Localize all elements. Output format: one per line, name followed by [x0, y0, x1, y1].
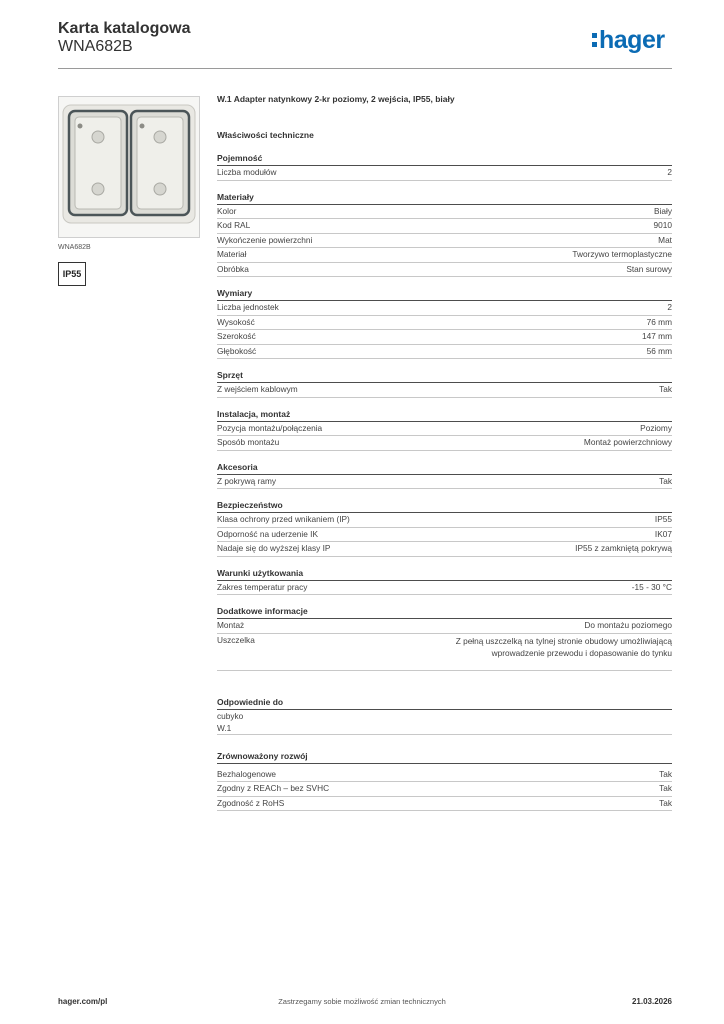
spec-row — [217, 345, 672, 360]
spec-value: -15 - 30 °C — [631, 581, 672, 592]
spec-row — [217, 581, 672, 596]
spec-label: Szerokość — [217, 331, 256, 341]
spec-value: IK07 — [654, 528, 672, 539]
spec-row — [217, 301, 672, 316]
spec-row — [217, 330, 672, 345]
spec-value: Poziomy — [640, 422, 672, 433]
spec-label: Sposób montażu — [217, 437, 280, 447]
spec-value: Tak — [659, 475, 672, 486]
spec-value: 2 — [667, 302, 672, 312]
spec-value: Biały — [654, 205, 672, 216]
spec-row — [217, 166, 672, 181]
spec-label: Liczba modułów — [217, 167, 277, 177]
spec-value: IP55 z zamkniętą pokrywą — [575, 543, 672, 553]
spec-label: Klasa ochrony przed wnikaniem (IP) — [217, 514, 350, 524]
list-item: cubyko — [217, 710, 244, 721]
spec-label: Kolor — [217, 205, 237, 216]
spec-value: Tak — [659, 768, 672, 779]
section-title: Instalacja, montaż — [217, 407, 672, 422]
spec-label: Zgodność z RoHS — [217, 797, 285, 808]
spec-value: 9010 — [653, 220, 672, 230]
spec-row — [217, 316, 672, 331]
product-code: WNA682B — [58, 38, 133, 55]
section-title: Materiały — [217, 190, 672, 205]
spec-label: Wysokość — [217, 316, 255, 327]
spec-row — [217, 528, 672, 543]
spec-row — [217, 542, 672, 557]
spec-label: Kod RAL — [217, 220, 251, 230]
spec-label: Z wejściem kablowym — [217, 384, 298, 394]
section-title: Warunki użytkowania — [217, 566, 672, 581]
section-title: Sprzęt — [217, 368, 672, 383]
list-item: W.1 — [217, 722, 232, 733]
adapter-illustration — [59, 97, 199, 237]
spec-row — [217, 234, 672, 249]
section-title: Wymiary — [217, 286, 672, 301]
logo-dots-icon — [592, 33, 597, 47]
tech-heading: Właściwości techniczne — [217, 130, 314, 140]
spec-label: Nadaje się do wyższej klasy IP — [217, 543, 331, 553]
spec-section-warunki — [217, 566, 672, 596]
spec-value: Z pełną uszczelką na tylnej stronie obudowy umożliwiającą wprowadzenie przewodu i dopasowanie do tynku — [455, 635, 672, 658]
spec-section-wymiary — [217, 286, 672, 359]
section-title: Bezpieczeństwo — [217, 498, 672, 513]
spec-value: Tak — [659, 783, 672, 793]
spec-value: 76 mm — [646, 316, 672, 327]
spec-value: 56 mm — [646, 345, 672, 356]
spec-row — [217, 619, 672, 634]
spec-row — [217, 797, 672, 812]
product-image — [58, 96, 200, 238]
image-caption: WNA682B — [58, 244, 91, 251]
header-divider — [58, 68, 672, 69]
spec-label: Zgodny z REACh – bez SVHC — [217, 783, 330, 793]
spec-row — [217, 263, 672, 278]
spec-label: Zakres temperatur pracy — [217, 581, 308, 592]
spec-section-dodatkowe — [217, 604, 672, 671]
spec-value: Tworzywo termoplastyczne — [572, 249, 672, 259]
spec-label: Materiał — [217, 249, 247, 259]
spec-section-instalacja — [217, 407, 672, 451]
ip-rating-badge: IP55 — [58, 262, 86, 286]
hager-logo — [592, 24, 665, 56]
spec-value: Montaż powierzchniowy — [583, 437, 672, 447]
spec-label: Głębokość — [217, 345, 257, 356]
spec-row — [217, 475, 672, 490]
spec-section-akcesoria — [217, 460, 672, 490]
section-title: Dodatkowe informacje — [217, 604, 672, 619]
section-title: Pojemność — [217, 151, 672, 166]
spec-row — [217, 205, 672, 220]
spec-label: Pozycja montażu/połączenia — [217, 422, 323, 433]
spec-section-zrownowazony — [217, 749, 672, 812]
spec-value: 147 mm — [642, 331, 672, 341]
spec-value: IP55 — [654, 514, 672, 524]
spec-label: Liczba jednostek — [217, 302, 279, 312]
spec-label: Obróbka — [217, 263, 249, 274]
footer-website[interactable]: hager.com/pl — [58, 997, 108, 1006]
logo-text: hager — [599, 25, 665, 54]
footer-disclaimer: Zastrzegamy sobie możliwość zmian technicznych — [278, 997, 446, 1006]
spec-section-sprzet — [217, 368, 672, 398]
spec-label: Montaż — [217, 620, 245, 630]
spec-value: Stan surowy — [626, 263, 672, 274]
spec-label: Wykończenie powierzchni — [217, 234, 313, 245]
spec-row — [217, 248, 672, 263]
spec-section-pojemnosc — [217, 151, 672, 181]
spec-value: Tak — [659, 384, 672, 394]
header-title: Karta katalogowa — [58, 20, 191, 37]
spec-section-bezpieczenstwo — [217, 498, 672, 557]
spec-section-odpowiednie — [217, 695, 672, 735]
footer-date: 21.03.2026 — [631, 997, 672, 1006]
section-title: Akcesoria — [217, 460, 672, 475]
spec-label: Uszczelka — [217, 634, 255, 645]
spec-row — [217, 634, 672, 671]
section-title: Odpowiednie do — [217, 695, 672, 710]
section-title: Zrównoważony rozwój — [217, 749, 672, 764]
spec-value: Mat — [658, 234, 672, 245]
spec-row — [217, 513, 672, 528]
suitable-list — [217, 710, 672, 735]
spec-row — [217, 219, 672, 234]
spec-value: Tak — [659, 797, 672, 808]
spec-row — [217, 422, 672, 437]
spec-row — [217, 383, 672, 398]
spec-row — [217, 768, 672, 783]
spec-row — [217, 436, 672, 451]
spec-value: Do montażu poziomego — [584, 620, 672, 630]
spec-row — [217, 782, 672, 797]
spec-label: Odporność na uderzenie IK — [217, 528, 319, 539]
spec-section-materialy — [217, 190, 672, 278]
spec-label: Bezhalogenowe — [217, 768, 277, 779]
spec-content — [217, 92, 672, 811]
product-description: W.1 Adapter natynkowy 2-kr poziomy, 2 wejścia, IP55, biały — [217, 94, 455, 104]
spec-label: Z pokrywą ramy — [217, 475, 277, 486]
spec-value: 2 — [667, 167, 672, 177]
